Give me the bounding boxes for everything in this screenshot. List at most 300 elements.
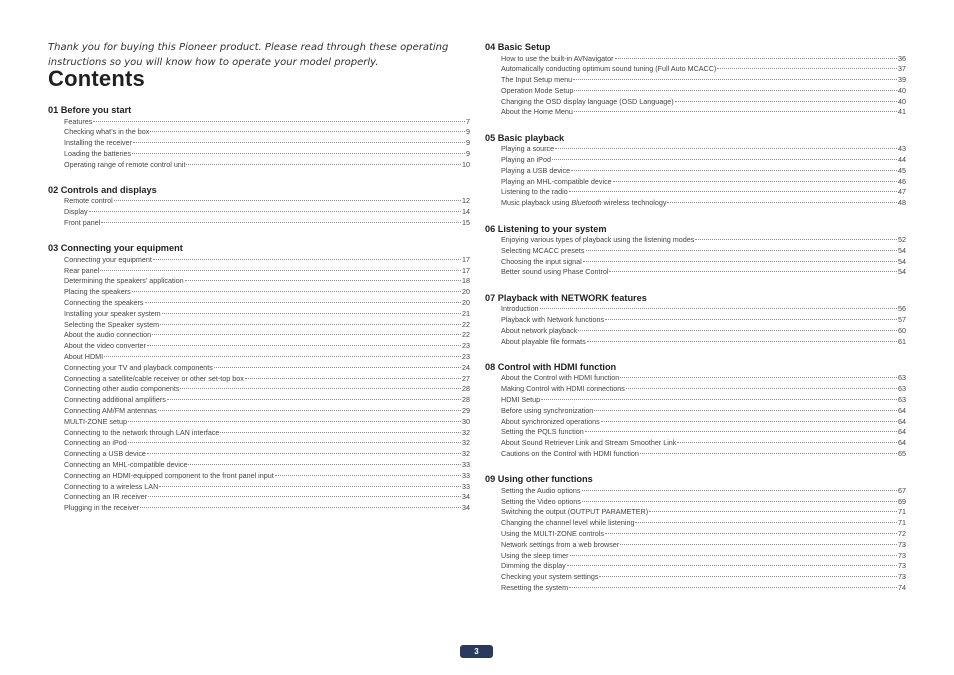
toc-entry[interactable] (48, 127, 470, 138)
entry-title: Selecting MCACC presets (501, 245, 585, 255)
section-heading: 03 Connecting your equipment (48, 243, 183, 254)
entry-page-number: 64 (898, 416, 906, 426)
entry-page-number: 28 (462, 384, 470, 394)
dot-leader (587, 341, 897, 342)
dot-leader (605, 319, 897, 320)
dot-leader (180, 388, 461, 389)
dot-leader (552, 159, 897, 160)
toc-entry[interactable] (48, 255, 470, 266)
entry-title: Connecting an iPod (64, 438, 127, 448)
dot-leader (675, 101, 897, 102)
dot-leader (100, 270, 461, 271)
entry-page-number: 32 (462, 427, 470, 437)
intro-text: Thank you for buying this Pioneer product. Please read through these operating instructions so you will know how to operate your model properly. (48, 42, 449, 68)
entry-page-number: 29 (462, 406, 470, 416)
entry-title: MULTI-ZONE setup (64, 416, 127, 426)
entry-page-number: 24 (462, 362, 470, 372)
toc-entry[interactable] (48, 503, 470, 514)
toc-entry[interactable] (48, 196, 470, 207)
dot-leader (188, 464, 461, 465)
entry-page-number: 23 (462, 352, 470, 362)
dot-leader (635, 522, 897, 523)
dot-leader (649, 511, 897, 512)
page-title: Contents (48, 66, 145, 91)
dot-leader (101, 222, 461, 223)
toc-entry[interactable] (485, 155, 906, 166)
dot-leader (626, 388, 897, 389)
dot-leader (147, 345, 461, 346)
entry-title: Playing an MHL-compatible device (501, 176, 612, 186)
entry-page-number: 32 (462, 438, 470, 448)
entry-page-number: 32 (462, 449, 470, 459)
entry-page-number: 20 (462, 287, 470, 297)
toc-entry[interactable] (48, 482, 470, 493)
entry-title: About the Control with HDMI function (501, 373, 620, 383)
dot-leader (582, 501, 897, 502)
toc-section (485, 41, 906, 118)
toc-entry[interactable] (485, 497, 906, 508)
toc-section (485, 292, 906, 348)
entry-page-number: 63 (898, 373, 906, 383)
toc-entry[interactable] (48, 218, 470, 229)
entry-page-number: 37 (898, 64, 906, 74)
toc-entry[interactable] (485, 187, 906, 198)
toc-entry[interactable] (48, 117, 470, 128)
dot-leader (583, 261, 897, 262)
toc-entry[interactable] (48, 138, 470, 149)
dot-leader (214, 367, 461, 368)
dot-leader (585, 431, 897, 432)
entry-page-number: 61 (898, 336, 906, 346)
dot-leader (640, 453, 897, 454)
entry-title: Operation Mode Setup (501, 85, 574, 95)
entry-page-number: 30 (462, 416, 470, 426)
toc-entry[interactable] (48, 428, 470, 439)
toc-entry[interactable] (485, 518, 906, 529)
dot-leader (93, 121, 465, 122)
entry-title: Connecting an IR receiver (64, 492, 148, 502)
toc-entry[interactable] (485, 86, 906, 97)
entry-title: Connecting a USB device (64, 449, 146, 459)
entry-page-number: 46 (898, 176, 906, 186)
entry-title: Playing an iPod (501, 155, 551, 165)
toc-entry[interactable] (48, 395, 470, 406)
toc-entry[interactable] (485, 406, 906, 417)
entry-title: Connecting the speakers (64, 298, 144, 308)
toc-entry[interactable] (485, 235, 906, 246)
entry-title (501, 198, 666, 209)
entry-page-number: 33 (462, 460, 470, 470)
entry-title: Setting the Audio options (501, 485, 581, 495)
entry-page-number: 45 (898, 165, 906, 175)
dot-leader (186, 164, 461, 165)
entry-title: Installing the receiver (64, 138, 132, 148)
dot-leader (578, 330, 897, 331)
entry-page-number: 60 (898, 325, 906, 335)
entry-title: Connecting your equipment (64, 254, 152, 264)
dot-leader (145, 302, 461, 303)
dot-leader (140, 507, 461, 508)
entry-title: Switching the output (OUTPUT PARAMETER) (501, 507, 649, 517)
toc-entry[interactable] (485, 97, 906, 108)
dot-leader (133, 142, 465, 143)
entry-title: About the audio connection (64, 330, 152, 340)
toc-entry[interactable] (48, 460, 470, 471)
entry-page-number: 73 (898, 550, 906, 560)
toc-entry[interactable] (485, 107, 906, 118)
toc-entry[interactable] (48, 492, 470, 503)
dot-leader (89, 211, 461, 212)
entry-page-number: 54 (898, 256, 906, 266)
dot-leader (571, 170, 897, 171)
entry-page-number: 67 (898, 485, 906, 495)
dot-leader (541, 399, 897, 400)
entry-title: Dimming the display (501, 561, 566, 571)
toc-section (485, 223, 906, 279)
dot-leader (128, 442, 461, 443)
toc-entry[interactable] (485, 337, 906, 348)
toc-entry[interactable] (485, 507, 906, 518)
entry-page-number: 14 (462, 207, 470, 217)
entry-title: About playable file formats (501, 336, 586, 346)
dot-leader (150, 131, 465, 132)
entry-page-number: 56 (898, 304, 906, 314)
entry-title: Plugging in the receiver (64, 503, 140, 513)
entry-title: Automatically conducting optimum sound tuning (Full Auto MCACC) (501, 64, 717, 74)
toc-entry[interactable] (48, 330, 470, 341)
dot-leader (620, 544, 897, 545)
dot-leader (162, 313, 461, 314)
entry-page-number: 57 (898, 315, 906, 325)
page-number-badge: 3 (460, 645, 493, 658)
entry-title: Before using synchronization (501, 405, 594, 415)
entry-page-number: 69 (898, 496, 906, 506)
toc-entry[interactable] (48, 298, 470, 309)
toc-entry[interactable] (485, 427, 906, 438)
entry-page-number: 72 (898, 529, 906, 538)
entry-page-number: 43 (898, 144, 906, 154)
entry-page-number: 65 (898, 449, 906, 459)
entry-title: Enjoying various types of playback using the listening modes (501, 235, 695, 245)
toc-entry[interactable] (48, 374, 470, 385)
toc-entry[interactable] (48, 384, 470, 395)
dot-leader (573, 79, 897, 80)
toc-right-column (485, 41, 906, 607)
entry-page-number: 10 (462, 159, 470, 169)
entry-title: Resetting the system (501, 582, 569, 592)
toc-entry[interactable] (485, 246, 906, 257)
toc-entry[interactable] (485, 144, 906, 155)
entry-title: Connecting other audio components (64, 384, 180, 394)
dot-leader (667, 202, 897, 203)
entry-page-number: 40 (898, 85, 906, 95)
dot-leader (540, 308, 897, 309)
toc-entry[interactable] (48, 352, 470, 363)
toc-entry[interactable] (485, 64, 906, 75)
entry-page-number: 63 (898, 384, 906, 394)
entry-title: Listening to the radio (501, 187, 568, 197)
entry-title: Connecting an HDMI-equipped component to the front panel input (64, 470, 274, 480)
dot-leader (574, 90, 897, 91)
entry-title: Checking what’s in the box (64, 127, 150, 137)
dot-leader (220, 432, 461, 433)
entry-title: Operating range of remote control unit (64, 159, 186, 169)
toc-entry[interactable] (485, 486, 906, 497)
entry-title: Connecting a satellite/cable receiver or other set-top box (64, 373, 244, 383)
entry-page-number: 73 (898, 539, 906, 549)
entry-page-number: 71 (898, 518, 906, 528)
entry-title: Setting the Video options (501, 496, 581, 506)
dot-leader (114, 200, 461, 201)
entry-page-number: 9 (466, 138, 470, 148)
dot-leader (599, 576, 897, 577)
entry-title: Display (64, 207, 88, 217)
entry-page-number: 54 (898, 267, 906, 277)
entry-page-number: 27 (462, 373, 470, 383)
entry-page-number: 15 (462, 218, 470, 228)
toc-entry[interactable] (485, 267, 906, 278)
toc-section (48, 184, 470, 229)
toc-entry[interactable] (48, 149, 470, 160)
entry-title: Selecting the Speaker system (64, 319, 160, 329)
toc-entry[interactable] (485, 166, 906, 177)
section-heading: 05 Basic playback (485, 132, 565, 143)
entry-title: Introduction (501, 304, 539, 314)
entry-page-number: 39 (898, 75, 906, 85)
entry-page-number: 12 (462, 196, 470, 206)
entry-title-part: wireless technology (601, 198, 667, 208)
entry-title-italic: Bluetooth (571, 198, 602, 208)
dot-leader (569, 191, 897, 192)
dot-leader (586, 250, 898, 251)
entry-title: Better sound using Phase Control (501, 267, 609, 277)
entry-title: Rear panel (64, 265, 100, 275)
entry-title: About the video converter (64, 341, 146, 351)
dot-leader (613, 181, 897, 182)
toc-entry[interactable] (48, 341, 470, 352)
entry-title: Remote control (64, 196, 113, 206)
entry-page-number: 41 (898, 107, 906, 117)
entry-page-number: 22 (462, 319, 470, 329)
entry-title: Connecting AM/FM antennas (64, 406, 157, 416)
toc-entry[interactable] (485, 373, 906, 384)
toc-entry[interactable] (48, 160, 470, 171)
toc-entry[interactable] (485, 304, 906, 315)
entry-title: Features (64, 116, 93, 126)
toc-entry[interactable] (485, 540, 906, 551)
entry-page-number: 34 (462, 503, 470, 513)
dot-leader (677, 442, 897, 443)
toc-entry[interactable] (48, 320, 470, 331)
toc-section (485, 132, 906, 209)
entry-title: Placing the speakers (64, 287, 131, 297)
dot-leader (275, 475, 461, 476)
entry-title: Changing the OSD display language (OSD Language) (501, 96, 674, 106)
entry-page-number: 48 (898, 198, 906, 208)
dot-leader (245, 378, 461, 379)
dot-leader (567, 565, 897, 566)
entry-page-number: 21 (462, 308, 470, 318)
dot-leader (152, 334, 461, 335)
entry-title: Using the sleep timer (501, 550, 569, 560)
entry-title: Installing your speaker system (64, 308, 161, 318)
dot-leader (158, 410, 461, 411)
entry-page-number: 9 (466, 127, 470, 137)
entry-title: Determining the speakers’ application (64, 276, 184, 286)
toc-entry[interactable] (48, 287, 470, 298)
entry-title: About the Home Menu (501, 107, 573, 117)
toc-entry[interactable] (48, 276, 470, 287)
entry-title: Setting the PQLS function (501, 427, 584, 437)
dot-leader (569, 587, 897, 588)
dot-leader (147, 453, 461, 454)
entry-title: Connecting to a wireless LAN (64, 481, 159, 491)
toc-entry[interactable] (48, 309, 470, 320)
toc-entry[interactable] (48, 363, 470, 374)
entry-title: Connecting additional amplifiers (64, 395, 166, 405)
dot-leader (601, 421, 897, 422)
entry-page-number: 22 (462, 330, 470, 340)
dot-leader (555, 148, 897, 149)
entry-page-number: 73 (898, 572, 906, 582)
toc-entry[interactable] (485, 438, 906, 449)
entry-title: Playing a source (501, 144, 555, 154)
dot-leader (609, 271, 897, 272)
entry-title: Choosing the input signal (501, 256, 582, 266)
entry-page-number: 23 (462, 341, 470, 351)
entry-page-number: 20 (462, 298, 470, 308)
toc-entry[interactable] (48, 438, 470, 449)
toc-entry[interactable] (485, 315, 906, 326)
entry-title: Playing a USB device (501, 165, 571, 175)
entry-title: Using the MULTI-ZONE controls (501, 529, 604, 538)
dot-leader (153, 259, 461, 260)
toc-entry[interactable] (485, 395, 906, 406)
dot-leader (132, 291, 461, 292)
toc-entry[interactable] (485, 551, 906, 562)
toc-section (48, 242, 470, 514)
toc-entry[interactable] (48, 266, 470, 277)
toc-entry[interactable] (48, 417, 470, 428)
toc-entry[interactable] (485, 54, 906, 65)
dot-leader (570, 555, 897, 556)
dot-leader (605, 533, 897, 534)
dot-leader (717, 68, 897, 69)
entry-title: Playback with Network functions (501, 315, 605, 325)
entry-title-part: Music playback using (501, 198, 572, 208)
toc-entry[interactable] (485, 529, 906, 540)
entry-page-number: 9 (466, 148, 470, 158)
section-heading: 09 Using other functions (485, 474, 593, 485)
entry-title: Network settings from a web browser (501, 539, 620, 549)
toc-entry[interactable] (485, 449, 906, 460)
dot-leader (132, 153, 465, 154)
entry-title: Connecting your TV and playback components (64, 362, 213, 372)
entry-page-number: 74 (898, 582, 906, 592)
dot-leader (159, 486, 461, 487)
toc-entry[interactable] (485, 75, 906, 86)
toc-entry[interactable] (485, 198, 906, 209)
entry-page-number: 34 (462, 492, 470, 502)
entry-title: Front panel (64, 218, 101, 228)
entry-page-number: 17 (462, 265, 470, 275)
dot-leader (615, 58, 897, 59)
toc-section (485, 473, 906, 593)
entry-page-number: 33 (462, 470, 470, 480)
toc-entry[interactable] (485, 326, 906, 337)
toc-entry[interactable] (485, 583, 906, 594)
section-heading: 01 Before you start (48, 105, 132, 115)
entry-page-number: 17 (462, 254, 470, 264)
toc-entry[interactable] (485, 572, 906, 583)
entry-title: Loading the batteries (64, 148, 132, 158)
entry-title: HDMI Setup (501, 395, 541, 405)
entry-page-number: 73 (898, 561, 906, 571)
toc-entry[interactable] (485, 417, 906, 428)
section-heading: 08 Control with HDMI function (485, 361, 617, 372)
section-heading: 07 Playback with NETWORK features (485, 292, 647, 303)
entry-page-number: 7 (466, 116, 470, 126)
entry-title: Making Control with HDMI connections (501, 384, 625, 394)
dot-leader (594, 410, 897, 411)
toc-entry[interactable] (485, 384, 906, 395)
entry-page-number: 36 (898, 53, 906, 63)
entry-title: About HDMI (64, 352, 104, 362)
dot-leader (148, 496, 461, 497)
toc-entry[interactable] (48, 449, 470, 460)
entry-page-number: 64 (898, 427, 906, 437)
entry-title: How to use the built-in AVNavigator (501, 53, 614, 63)
dot-leader (167, 399, 461, 400)
entry-page-number: 18 (462, 276, 470, 286)
entry-page-number: 47 (898, 187, 906, 197)
entry-page-number: 33 (462, 481, 470, 491)
dot-leader (104, 356, 461, 357)
entry-title: The Input Setup menu (501, 75, 573, 85)
toc-section (485, 361, 906, 460)
entry-page-number: 64 (898, 405, 906, 415)
section-heading: 06 Listening to your system (485, 223, 607, 234)
toc-entry[interactable] (485, 177, 906, 188)
entry-page-number: 44 (898, 155, 906, 165)
entry-page-number: 52 (898, 235, 906, 245)
toc-entry[interactable] (48, 471, 470, 482)
entry-title: About Sound Retriever Link and Stream Smoother Link (501, 438, 677, 448)
toc-left-column (48, 104, 470, 528)
entry-title: Connecting to the network through LAN interface (64, 427, 220, 437)
entry-page-number: 63 (898, 395, 906, 405)
toc-entry[interactable] (485, 561, 906, 572)
toc-entry[interactable] (48, 207, 470, 218)
dot-leader (582, 490, 897, 491)
dot-leader (160, 324, 461, 325)
section-heading: 04 Basic Setup (485, 42, 551, 52)
dot-leader (574, 111, 897, 112)
toc-entry[interactable] (485, 257, 906, 268)
toc-entry[interactable] (48, 406, 470, 417)
dot-leader (695, 239, 897, 240)
entry-title: Changing the channel level while listening (501, 518, 635, 528)
toc-section (48, 104, 470, 170)
entry-title: About network playback (501, 325, 578, 335)
entry-page-number: 54 (898, 245, 906, 255)
dot-leader (128, 421, 461, 422)
section-heading: 02 Controls and displays (48, 184, 157, 195)
entry-title: Connecting an MHL-compatible device (64, 460, 188, 470)
entry-title: Checking your system settings (501, 572, 599, 582)
entry-page-number: 64 (898, 438, 906, 448)
entry-title: Cautions on the Control with HDMI function (501, 449, 639, 459)
